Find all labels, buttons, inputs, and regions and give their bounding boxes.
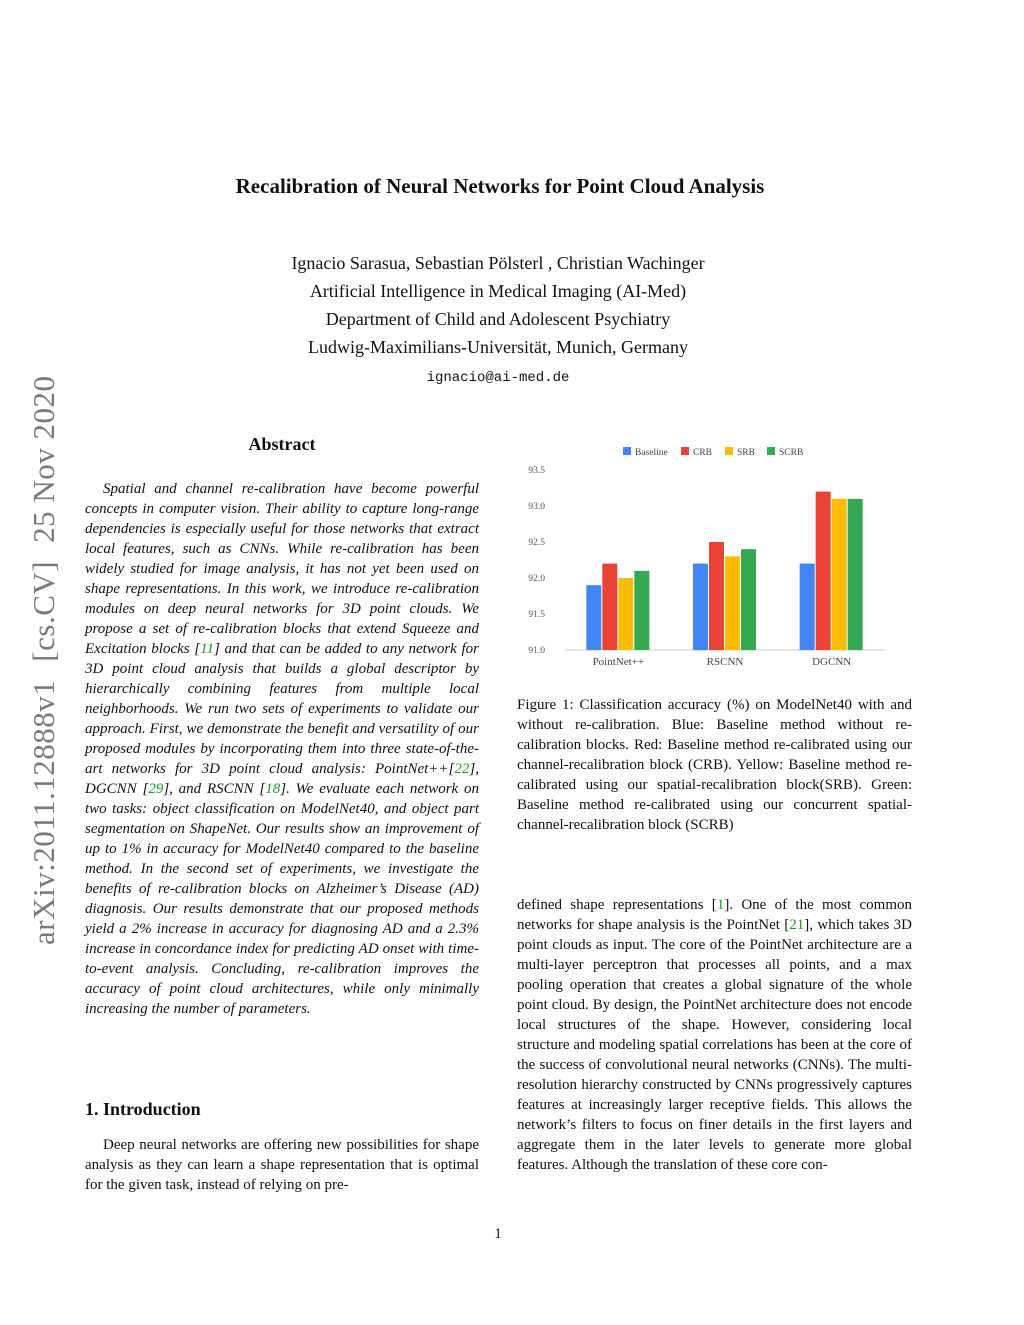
introduction-heading: 1. Introduction [85, 1099, 201, 1119]
bar-baseline-dgcnn [800, 564, 815, 650]
arxiv-date: 25 Nov 2020 [26, 375, 61, 543]
y-tick-label: 93.5 [528, 466, 545, 476]
body-segment: ]. One of the most common networks for shape analysis is the PointNet [ [517, 897, 912, 933]
page-number: 1 [494, 1226, 502, 1242]
x-tick-label: DGCNN [812, 656, 852, 668]
figure-caption: Figure 1: Classification accuracy (%) on ModelNet40 with and without re-calibration. Blue: Baseline method without re-calibration blocks. Red: Baseline method re-calibrated using our channel-recalibration block (CRB). Yellow: Baseline method re-calibrated using our spatial-recalibration block(SRB). Green: Baseline method re-calibrated using our concurrent spatial-channel-recalibration block (SCRB) [517, 697, 912, 833]
citation-link[interactable]: 21 [789, 917, 805, 933]
y-tick-label: 93.0 [528, 502, 545, 512]
paper-title: Recalibration of Neural Networks for Point Cloud Analysis [235, 174, 765, 198]
y-tick-label: 92.0 [528, 574, 545, 584]
legend-swatch [681, 447, 689, 455]
bar-crb-pointnetpppp [602, 564, 617, 650]
citation-link[interactable]: 11 [200, 641, 214, 657]
abstract-segment: Spatial and channel re-calibration have become powerful concepts in computer vision. Their ability to capture long-range dependencies is especially useful for those networks that extract local features, such as CNNs. While re-calibration has been widely studied for image analysis, it has not yet been used on shape representations. In this work, we introduce re-calibration modules on deep neural networks for 3D point clouds. We propose a set of re-calibration blocks that extend Squeeze and Excitation blocks [ [85, 481, 479, 657]
citation-link[interactable]: 22 [454, 761, 470, 777]
y-tick-label: 91.0 [528, 646, 545, 656]
affiliation-line: Department of Child and Adolescent Psychiatry [325, 309, 671, 329]
x-tick-label: RSCNN [706, 656, 744, 668]
abstract-heading: Abstract [248, 434, 316, 454]
bar-baseline-pointnetpppp [586, 585, 601, 650]
bar-scrb-rscnn [741, 549, 756, 650]
bar-srb-rscnn [725, 556, 740, 650]
x-tick-label: PointNet++ [592, 656, 645, 668]
legend-label: Baseline [635, 448, 668, 458]
legend-swatch [725, 447, 733, 455]
citation-link[interactable]: 29 [148, 781, 164, 797]
legend-swatch [767, 447, 775, 455]
body-segment: ], which takes 3D point clouds as input. The core of the PointNet architecture are a multi-layer perceptron that processes all points, and a max pooling operation that creates a global signature of the whole point cloud. By design, the PointNet architecture does not encode local structures of the shape. However, considering local structure and modeling spatial correlations has been at the core of the success of convolutional neural networks (CNNs). The multi-resolution hierarchy constructed by CNNs progressively captures features at increasingly larger receptive fields. This allows the network’s filters to focus on finer details in the first layers and aggregate them in the later levels to generate more global features. Although the translation of these core con- [517, 917, 912, 1173]
chart-bars [586, 492, 862, 650]
legend-label: SRB [737, 448, 755, 458]
right-column-text [517, 895, 912, 1175]
arxiv-id: arXiv:2011.12888v1 [26, 679, 61, 945]
bar-scrb-pointnetpppp [634, 571, 649, 650]
affiliation-line: Ludwig-Maximilians-Universität, Munich, Germany [308, 337, 688, 357]
body-segment: defined shape representations [ [517, 897, 717, 913]
author-email: ignacio@ai-med.de [426, 370, 570, 386]
accuracy-bar-chart [515, 438, 915, 673]
legend-swatch [623, 447, 631, 455]
chart-legend [623, 447, 803, 458]
y-tick-label: 91.5 [528, 610, 545, 620]
author-list: Ignacio Sarasua, Sebastian Pölsterl , Christian Wachinger [291, 253, 705, 273]
abstract-segment: ]. We evaluate each network on two tasks: object classification on ModelNet40, and object part segmentation on ShapeNet. Our results show an improvement of up to 1% in accuracy for ModelNet40 compared to the baseline method. In the second set of experiments, we investigate the benefits of re-calibration blocks on Alzheimer’s Disease (AD) diagnosis. Our results demonstrate that our proposed methods yield a 2% increase in accuracy for diagnosing AD and a 2.3% increase in concordance index for predicting AD onset with time-to-event analysis. Concluding, re-calibration improves the accuracy of point cloud architectures, while only minimally increasing the number of parameters. [85, 781, 479, 1017]
citation-link[interactable]: 1 [716, 897, 725, 913]
abstract-text [85, 479, 479, 1019]
y-tick-label: 92.5 [528, 538, 545, 548]
abstract-segment: ] and that can be added to any network for 3D point cloud analysis that builds a global descriptor by hierarchically combining features from multiple local neighborhoods. We run two sets of experiments to validate our approach. First, we demonstrate the benefit and versatility of our proposed modules by incorporating them into three state-of-the-art networks for 3D point cloud analysis: PointNet++[ [85, 641, 479, 777]
bar-crb-dgcnn [816, 492, 831, 650]
bar-srb-pointnetpppp [618, 578, 633, 650]
bar-crb-rscnn [709, 542, 724, 650]
bar-scrb-dgcnn [848, 499, 863, 650]
legend-label: CRB [693, 448, 713, 458]
arxiv-category: [cs.CV] [26, 560, 61, 662]
abstract-segment: ], DGCNN [ [85, 761, 479, 797]
legend-label: SCRB [779, 448, 804, 458]
introduction-text: Deep neural networks are offering new possibilities for shape analysis as they can learn a shape representation that is optimal for the given task, instead of relying on pre- [85, 1137, 479, 1193]
bar-srb-dgcnn [832, 499, 847, 650]
arxiv-identifier [26, 376, 62, 945]
chart-x-axis [593, 656, 852, 668]
affiliation-line: Artificial Intelligence in Medical Imaging (AI-Med) [309, 281, 687, 301]
citation-link[interactable]: 18 [265, 781, 281, 797]
chart-y-axis [528, 466, 545, 656]
bar-baseline-rscnn [693, 564, 708, 650]
abstract-segment: ], and RSCNN [ [163, 781, 266, 797]
